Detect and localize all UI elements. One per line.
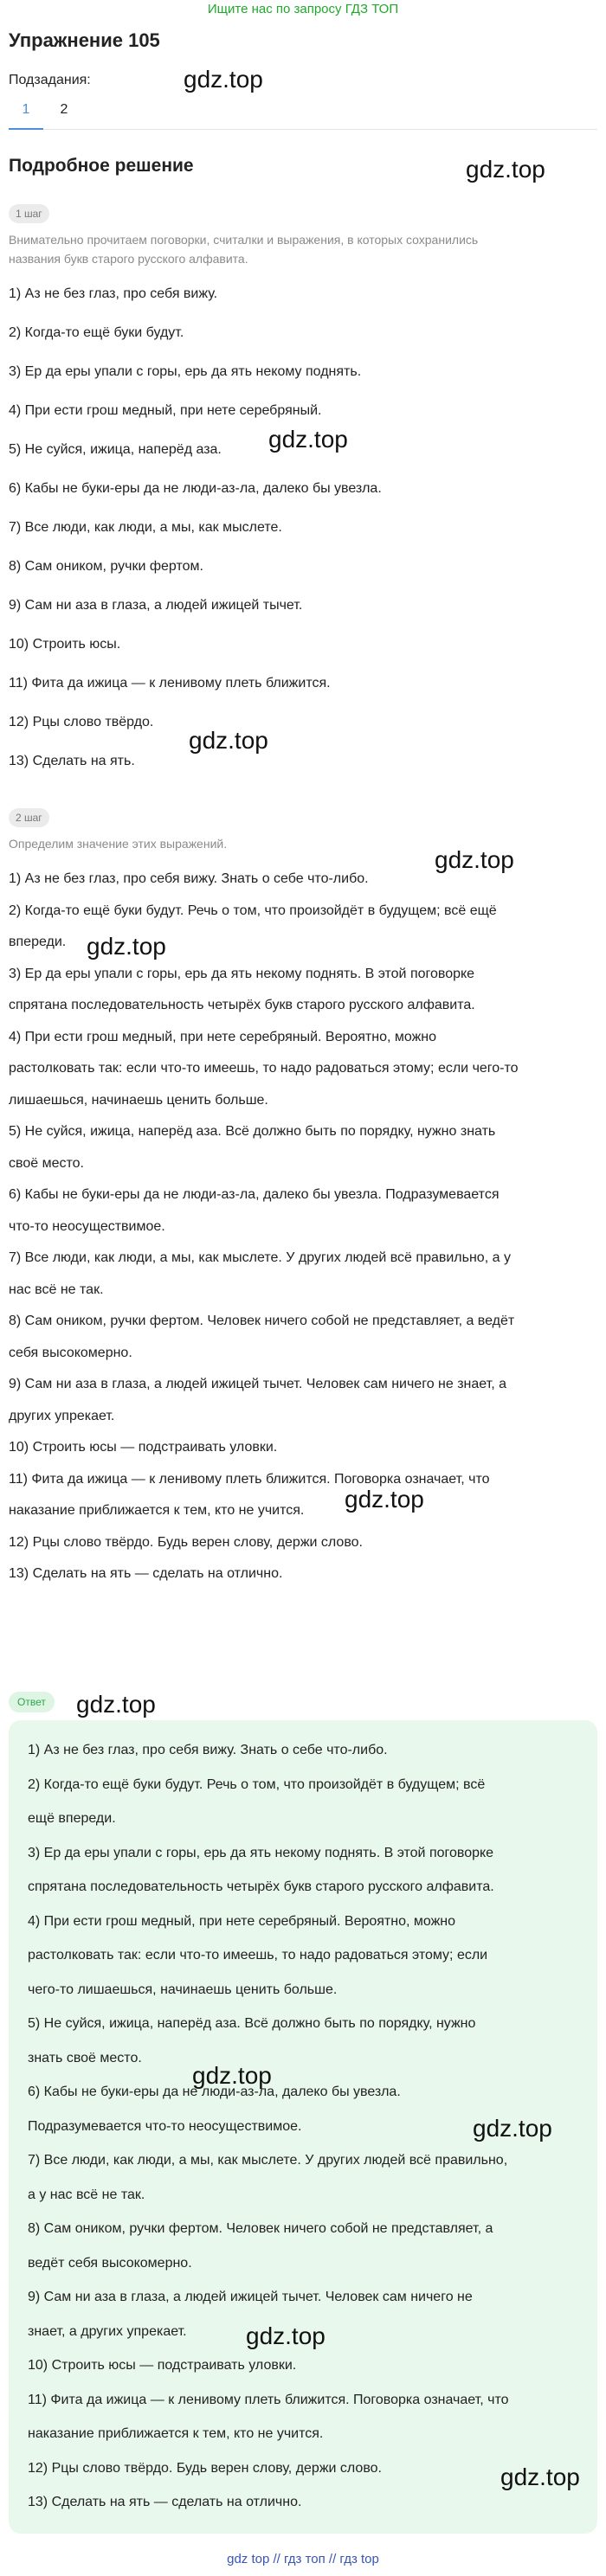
solution-line: 8) Сам оником, ручки фертом. <box>9 559 203 574</box>
subtask-tabs <box>9 100 597 130</box>
step-1-description-line: названия букв старого русского алфавита. <box>9 252 248 266</box>
solution-line: лишаешься, начинаешь ценить больше. <box>9 1092 268 1108</box>
answer-line: 1) Аз не без глаз, про себя вижу. Знать о себе что-либо. <box>28 1743 388 1757</box>
answer-line: спрятана последовательность четырёх букв старого русского алфавита. <box>28 1879 494 1894</box>
answer-line: 7) Все люди, как люди, а мы, как мыслете. У других людей всё правильно, <box>28 2153 508 2168</box>
solution-line: 13) Сделать на ять — сделать на отлично. <box>9 1566 283 1581</box>
solution-line: 11) Фита да ижица — к ленивому плеть ближится. <box>9 676 331 691</box>
solution-line: 9) Сам ни аза в глаза, а людей ижицей тычет. <box>9 598 303 613</box>
solution-line: 12) Рцы слово твёрдо. <box>9 715 154 729</box>
solution-line: 10) Строить юсы. <box>9 637 121 652</box>
section-title: Подробное решение <box>9 156 194 176</box>
solution-line: 3) Ер да еры упали с горы, ерь да ять некому поднять. <box>9 364 362 379</box>
answer-line: 6) Кабы не буки-еры да не люди-аз-ла, далеко бы увезла. <box>28 2085 401 2099</box>
answer-line: 4) При ести грош медный, при нете серебряный. Вероятно, можно <box>28 1913 456 1929</box>
answer-line: наказание приближается к тем, кто не учится. <box>28 2426 324 2441</box>
step-1-description <box>9 230 597 268</box>
search-hint-link[interactable]: Ищите нас по запросу ГДЗ ТОП <box>207 2 399 16</box>
step-2-description: Определим значение этих выражений. <box>9 837 228 851</box>
solution-line: 1) Аз не без глаз, про себя вижу. Знать о себе что-либо. <box>9 871 369 886</box>
solution-line: что-то неосуществимое. <box>9 1218 165 1234</box>
solution-line: 5) Не суйся, ижица, наперёд аза. Всё должно быть по порядку, нужно знать <box>9 1124 496 1139</box>
solution-line: 1) Аз не без глаз, про себя вижу. <box>9 286 218 301</box>
tab-subtask-2[interactable]: 2 <box>60 102 68 117</box>
answer-line: чего-то лишаешься, начинаешь ценить больше. <box>28 1982 338 1997</box>
watermark: gdz.top <box>184 66 263 93</box>
answer-line: знает, а других упрекает. <box>28 2323 187 2339</box>
answer-line: 8) Сам оником, ручки фертом. Человек ничего собой не представляет, а <box>28 2221 493 2236</box>
answer-line: а у нас всё не так. <box>28 2187 145 2202</box>
step-1-badge: 1 шаг <box>9 204 49 223</box>
solution-line: нас всё не так. <box>9 1282 104 1297</box>
watermark: gdz.top <box>500 2464 580 2490</box>
solution-line: 7) Все люди, как люди, а мы, как мыслете. У других людей всё правильно, а у <box>9 1250 511 1265</box>
answer-line: ещё впереди. <box>28 1811 116 1826</box>
answer-line: знать своё место. <box>28 2050 142 2065</box>
watermark: gdz.top <box>435 846 514 873</box>
solution-line: 13) Сделать на ять. <box>9 754 135 768</box>
solution-line: других упрекает. <box>9 1408 115 1423</box>
watermark: gdz.top <box>345 1486 424 1513</box>
solution-line: 6) Кабы не буки-еры да не люди-аз-ла, далеко бы увезла. Подразумевается <box>9 1187 500 1202</box>
answer-badge: Ответ <box>9 1692 55 1712</box>
solution-line: впереди. <box>9 935 67 949</box>
watermark: gdz.top <box>466 156 545 183</box>
answer-line: 10) Строить юсы — подстраивать уловки. <box>28 2358 297 2373</box>
answer-line: растолковать так: если что-то имеешь, то надо радоваться этому; если <box>28 1948 488 1963</box>
answer-line: ведёт себя высокомерно. <box>28 2255 192 2271</box>
solution-line: себя высокомерно. <box>9 1345 132 1360</box>
solution-line: 4) При ести грош медный, при нете серебряный. <box>9 403 322 418</box>
solution-line: своё место. <box>9 1155 84 1171</box>
step-1-description-line: Внимательно прочитаем поговорки, считалки и выражения, в которых сохранились <box>9 233 479 247</box>
solution-line: 2) Когда-то ещё буки будут. Речь о том, что произойдёт в будущем; всё ещё <box>9 903 497 918</box>
solution-line: 2) Когда-то ещё буки будут. <box>9 325 184 340</box>
answer-line: 13) Сделать на ять — сделать на отлично. <box>28 2495 302 2509</box>
answer-line: 11) Фита да ижица — к ленивому плеть ближится. Поговорка означает, что <box>28 2392 509 2407</box>
answer-line: 5) Не суйся, ижица, наперёд аза. Всё должно быть по порядку, нужно <box>28 2016 476 2031</box>
solution-line: 8) Сам оником, ручки фертом. Человек ничего собой не представляет, а ведёт <box>9 1314 515 1328</box>
solution-line: растолковать так: если что-то имеешь, то надо радоваться этому; если чего-то <box>9 1061 519 1076</box>
solution-line: наказание приближается к тем, кто не учится. <box>9 1503 305 1518</box>
solution-line: 7) Все люди, как люди, а мы, как мыслете. <box>9 520 282 535</box>
solution-line: 6) Кабы не буки-еры да не люди-аз-ла, далеко бы увезла. <box>9 481 382 496</box>
solution-line: спрятана последовательность четырёх букв старого русского алфавита. <box>9 998 475 1012</box>
watermark: gdz.top <box>76 1691 156 1718</box>
watermark: gdz.top <box>246 2322 326 2349</box>
watermark: gdz.top <box>268 426 348 453</box>
solution-line: 3) Ер да еры упали с горы, ерь да ять некому поднять. В этой поговорке <box>9 966 475 981</box>
answer-line: 2) Когда-то ещё буки будут. Речь о том, что произойдёт в будущем; всё <box>28 1776 486 1792</box>
page-title: Упражнение 105 <box>9 29 160 51</box>
watermark: gdz.top <box>189 727 268 754</box>
solution-line: 4) При ести грош медный, при нете серебряный. Вероятно, можно <box>9 1029 437 1044</box>
solution-line: 9) Сам ни аза в глаза, а людей ижицей тычет. Человек сам ничего не знает, а <box>9 1377 506 1391</box>
subtasks-label: Подзадания: <box>9 73 91 87</box>
watermark: gdz.top <box>473 2115 552 2142</box>
tab-subtask-1[interactable]: 1 <box>9 100 43 130</box>
watermark: gdz.top <box>87 933 166 960</box>
step-2-badge: 2 шаг <box>9 808 49 827</box>
solution-line: 12) Рцы слово твёрдо. Будь верен слову, держи слово. <box>9 1534 363 1550</box>
solution-line: 10) Строить юсы — подстраивать уловки. <box>9 1440 278 1455</box>
answer-line: Подразумевается что-то неосуществимое. <box>28 2118 302 2134</box>
footer-links[interactable]: gdz top // гдз топ // гдз top <box>227 2552 379 2566</box>
watermark: gdz.top <box>192 2062 272 2089</box>
solution-line: 5) Не суйся, ижица, наперёд аза. <box>9 442 222 457</box>
answer-line: 9) Сам ни аза в глаза, а людей ижицей тычет. Человек сам ничего не <box>28 2290 473 2304</box>
solution-line: 11) Фита да ижица — к ленивому плеть ближится. Поговорка означает, что <box>9 1471 490 1487</box>
answer-line: 12) Рцы слово твёрдо. Будь верен слову, держи слово. <box>28 2460 382 2476</box>
answer-line: 3) Ер да еры упали с горы, ерь да ять некому поднять. В этой поговорке <box>28 1845 494 1860</box>
